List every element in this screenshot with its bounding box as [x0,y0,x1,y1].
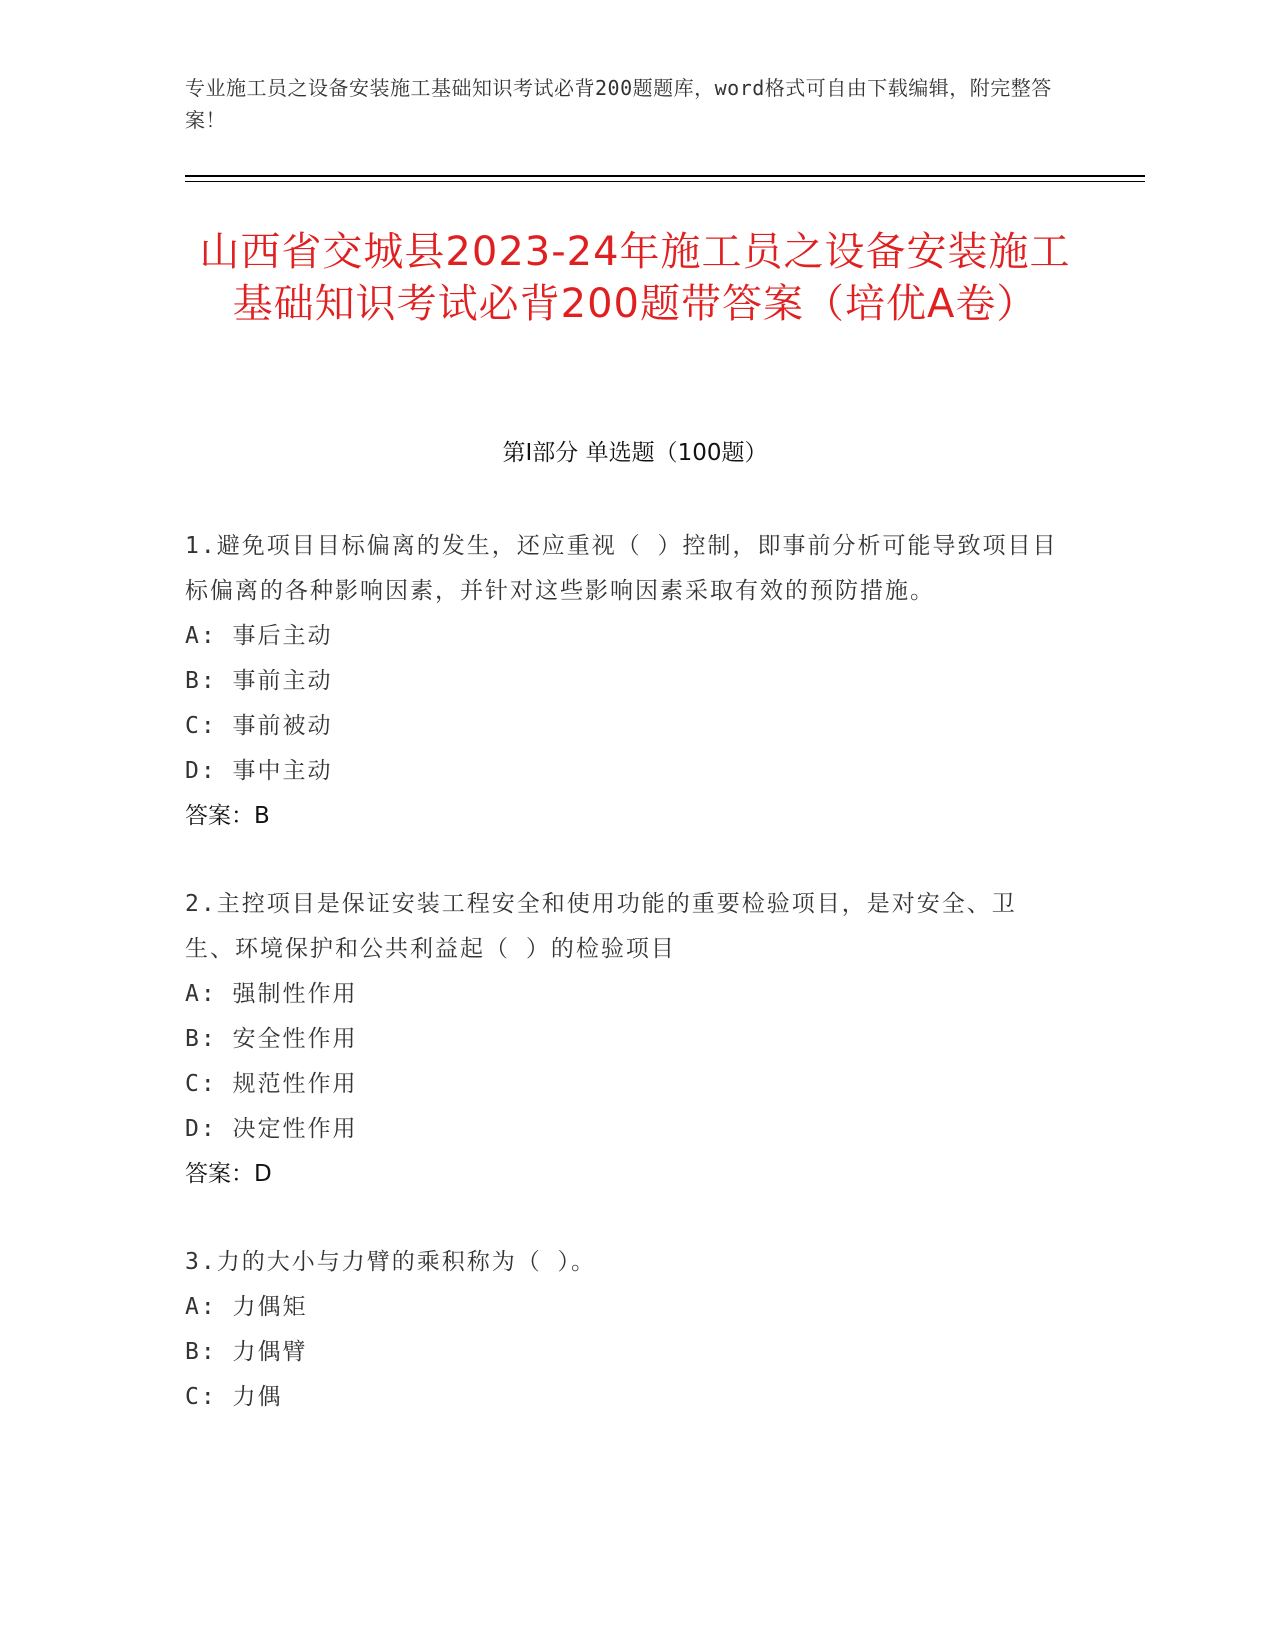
question-stem: 1.避免项目目标偏离的发生，还应重视（ ）控制，即事前分析可能导致项目目标偏离的各种影响因素，并针对这些影响因素采取有效的预防措施。 [185,533,1058,604]
question-answer: 答案：B [185,803,270,829]
question-answer: 答案：D [185,1161,272,1187]
question-item [185,524,1065,839]
option-a: A: 事后主动 [185,623,333,649]
question-stem: 3.力的大小与力臂的乘积称为（ ）。 [185,1249,597,1275]
question-list [185,524,1065,1463]
option-a: A: 力偶矩 [185,1294,308,1320]
question-item [185,882,1065,1197]
option-a: A: 强制性作用 [185,981,358,1007]
option-c: C: 规范性作用 [185,1071,358,1097]
document-title: 山西省交城县2023-24年施工员之设备安装施工基础知识考试必背200题带答案（培优A卷） [199,229,1071,327]
option-c: C: 事前被动 [185,713,333,739]
header-divider-thin [185,181,1145,182]
option-b: B: 力偶臂 [185,1339,308,1365]
question-stem: 2.主控项目是保证安装工程安全和使用功能的重要检验项目，是对安全、卫生、环境保护和公共利益起（ ）的检验项目 [185,891,1017,962]
section-heading: 第I部分 单选题（100题） [502,440,768,466]
option-d: D: 事中主动 [185,758,333,784]
option-b: B: 安全性作用 [185,1026,358,1052]
header-note: 专业施工员之设备安装施工基础知识考试必背200题题库，word格式可自由下载编辑，附完整答案！ [185,76,1052,132]
option-c: C: 力偶 [185,1384,283,1410]
header-divider-thick [185,175,1145,177]
option-d: D: 决定性作用 [185,1116,358,1142]
question-item [185,1240,1065,1420]
option-b: B: 事前主动 [185,668,333,694]
